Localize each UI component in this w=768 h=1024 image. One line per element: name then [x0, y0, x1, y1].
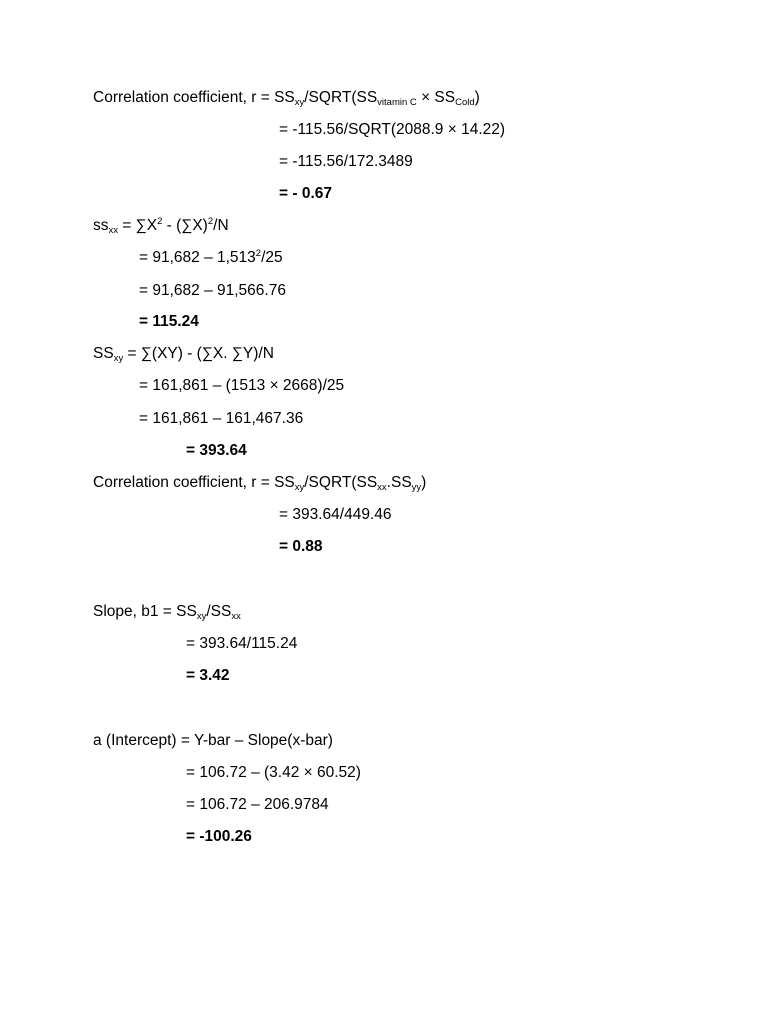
slope-result: = 3.42 — [186, 667, 230, 684]
corr2-step1: = 393.64/449.46 — [279, 506, 392, 523]
corr1-formula: Correlation coefficient, $r = SS_{xy}/SQRT(SS_{vitamin C} \times SS_{Cold})$ — [93, 89, 480, 108]
ssxx-formula: $ss_{xx} = \sum X^2 - (\sum X)^2/N$ — [93, 216, 229, 236]
corr1-step1: = -115.56/SQRT(2088.9 × 14.22) — [279, 121, 506, 138]
intercept-step1: = 106.72 – (3.42 × 60.52) — [186, 764, 361, 781]
corr2-formula: Correlation coefficient, $r = SS_{xy}/SQRT(SS_{xx}.SS_{yy})$ — [93, 474, 427, 493]
corr1-result: = - 0.67 — [279, 185, 332, 202]
intercept-formula: a (Intercept) = Y-bar – Slope(x-bar) — [93, 732, 333, 749]
ssxy-step2: = 161,861 – 161,467.36 — [139, 410, 304, 427]
ssxx-result: = 115.24 — [139, 313, 199, 330]
ssxy-result: = 393.64 — [186, 442, 247, 459]
ssxy-step1: = 161,861 – (1513 × 2668)/25 — [139, 377, 345, 394]
slope-formula: Slope, $b1 = SS_{xy}/SS_{xx}$ — [93, 603, 241, 622]
ssxy-formula: $SS_{xy} = \sum(XY) - (\sum X$. ∑Y)/N — [93, 345, 274, 364]
intercept-result: = -100.26 — [186, 828, 252, 845]
ssxx-step1: = 91,682 – 1,513$^2$/25 — [139, 248, 283, 266]
corr2-result: = 0.88 — [279, 538, 323, 555]
slope-step1: = 393.64/115.24 — [186, 635, 298, 652]
intercept-step2: = 106.72 – 206.9784 — [186, 796, 329, 813]
corr1-step2: = -115.56/172.3489 — [279, 153, 413, 170]
ssxx-step2: = 91,682 – 91,566.76 — [139, 282, 286, 299]
